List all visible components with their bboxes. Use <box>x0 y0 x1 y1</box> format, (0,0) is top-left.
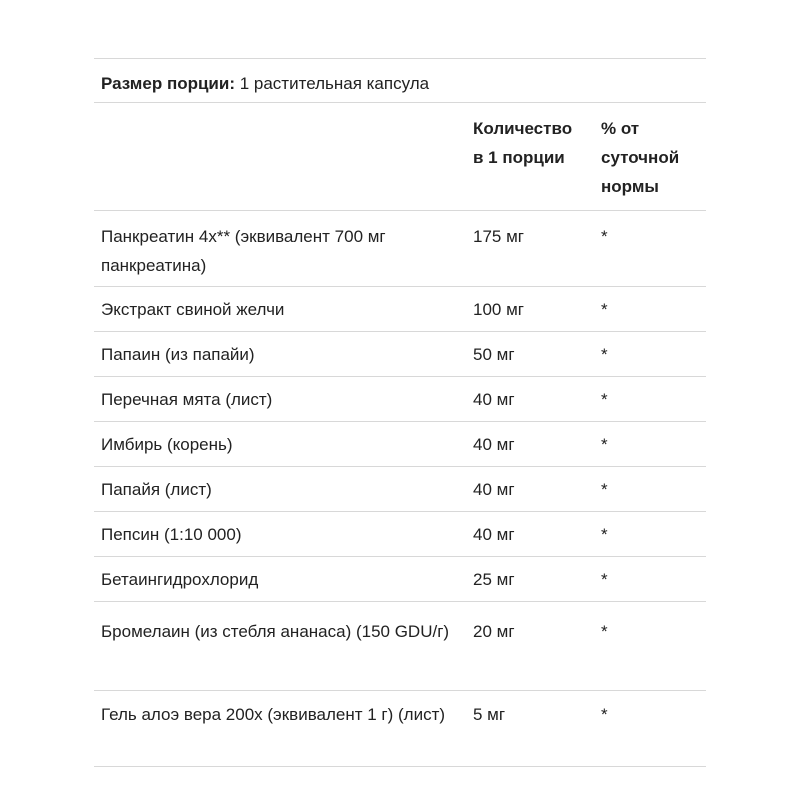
ingredient-name: Панкреатин 4x** (эквивалент 700 мг панкреатина) <box>94 210 473 286</box>
ingredient-dv: * <box>601 466 706 511</box>
ingredient-name: Экстракт свиной желчи <box>94 286 473 331</box>
ingredient-dv: * <box>601 556 706 601</box>
ingredient-dv: * <box>601 286 706 331</box>
ingredient-amount: 100 мг <box>473 286 601 331</box>
table-row <box>94 421 706 466</box>
ingredient-dv: * <box>601 210 706 286</box>
ingredient-amount: 5 мг <box>473 690 601 766</box>
ingredient-name: Папаин (из папайи) <box>94 331 473 376</box>
supplement-facts-panel <box>94 58 706 767</box>
serving-size-label: Размер порции: <box>101 74 235 93</box>
table-row <box>94 376 706 421</box>
ingredient-amount: 40 мг <box>473 511 601 556</box>
ingredient-amount: 50 мг <box>473 331 601 376</box>
ingredient-amount: 40 мг <box>473 421 601 466</box>
ingredient-name: Бромелаин (из стебля ананаса) (150 GDU/г) <box>94 601 473 690</box>
table-row <box>94 690 706 766</box>
serving-size-value: 1 растительная капсула <box>235 74 430 93</box>
ingredient-dv: * <box>601 601 706 690</box>
ingredient-amount: 175 мг <box>473 210 601 286</box>
ingredient-name: Гель алоэ вера 200x (эквивалент 1 г) (лист) <box>94 690 473 766</box>
ingredient-name: Бетаингидрохлорид <box>94 556 473 601</box>
table-row <box>94 556 706 601</box>
ingredient-name: Перечная мята (лист) <box>94 376 473 421</box>
table-row <box>94 466 706 511</box>
header-amount: Количество в 1 порции <box>473 103 601 210</box>
ingredient-dv: * <box>601 511 706 556</box>
ingredient-amount: 40 мг <box>473 466 601 511</box>
nutrient-table <box>94 103 706 767</box>
ingredient-name: Имбирь (корень) <box>94 421 473 466</box>
ingredient-dv: * <box>601 376 706 421</box>
ingredient-name: Пепсин (1:10 000) <box>94 511 473 556</box>
ingredient-name: Папайя (лист) <box>94 466 473 511</box>
ingredient-dv: * <box>601 331 706 376</box>
ingredient-amount: 40 мг <box>473 376 601 421</box>
ingredient-amount: 25 мг <box>473 556 601 601</box>
table-header-row <box>94 103 706 210</box>
ingredient-dv: * <box>601 690 706 766</box>
table-row <box>94 331 706 376</box>
header-daily-value: % от суточной нормы <box>601 103 706 210</box>
header-empty-cell <box>94 103 473 210</box>
ingredient-amount: 20 мг <box>473 601 601 690</box>
table-row <box>94 511 706 556</box>
serving-size <box>94 58 706 103</box>
table-row <box>94 286 706 331</box>
table-row <box>94 601 706 690</box>
table-row <box>94 210 706 286</box>
ingredient-dv: * <box>601 421 706 466</box>
